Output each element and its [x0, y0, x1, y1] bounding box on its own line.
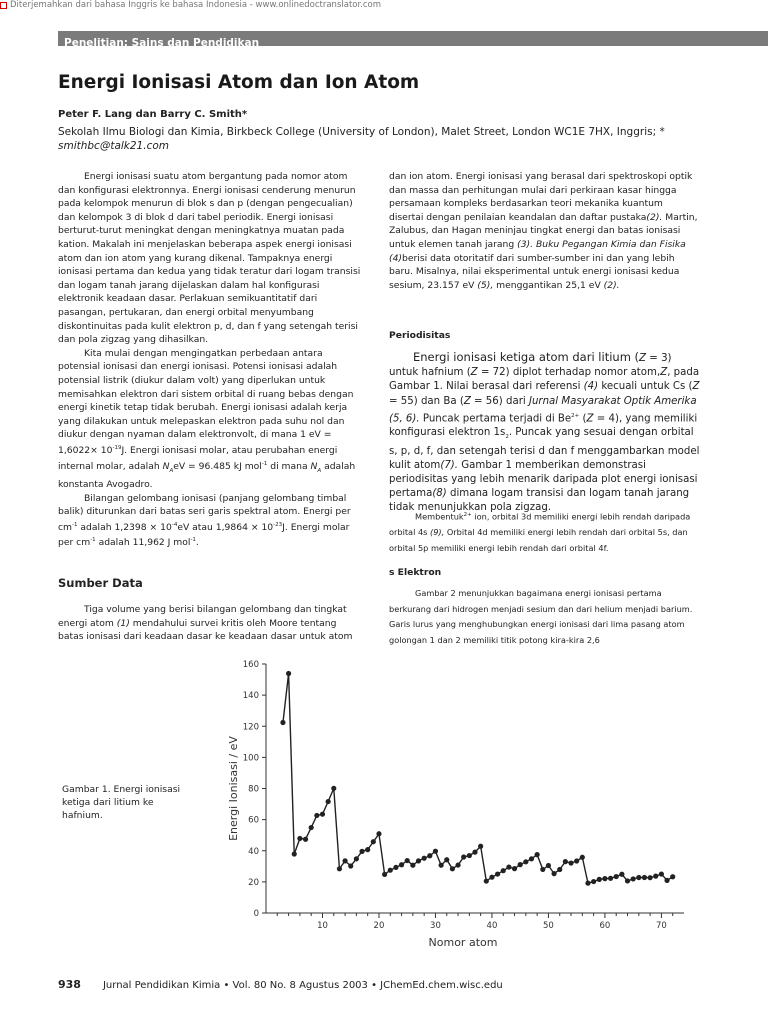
- y-tick-label: 60: [248, 815, 259, 826]
- data-point: [427, 853, 432, 858]
- page-footer: [58, 978, 503, 991]
- data-point: [410, 863, 415, 868]
- citation-link[interactable]: (1): [116, 617, 130, 629]
- data-point: [619, 872, 624, 877]
- data-point: [664, 878, 669, 883]
- data-point: [597, 877, 602, 882]
- section-band: [58, 31, 768, 49]
- data-point: [568, 860, 573, 865]
- data-point: [506, 864, 511, 869]
- x-tick-label: 10: [317, 921, 328, 931]
- data-point: [303, 837, 308, 842]
- data-point: [523, 859, 528, 864]
- data-point: [433, 849, 438, 854]
- y-tick-label: 0: [253, 909, 259, 919]
- left-column: [58, 170, 364, 550]
- data-point: [625, 878, 630, 883]
- data-point: [546, 863, 551, 868]
- data-point: [512, 866, 517, 871]
- y-tick-label: 100: [242, 753, 259, 764]
- article-title: Energi Ionisasi Atom dan Ion Atom: [58, 72, 420, 93]
- data-point: [455, 862, 460, 867]
- y-tick-label: 20: [248, 877, 259, 888]
- series-line: [283, 673, 673, 883]
- citation-link[interactable]: Jurnal Masyarakat Optik Amerika (5, 6).: [389, 395, 697, 425]
- citation-link[interactable]: (5),: [477, 279, 494, 291]
- data-point: [574, 858, 579, 863]
- data-point: [439, 863, 444, 868]
- paragraph: Membentuk$^{2+}$ ion, orbital 3d memiliki energi lebih rendah daripada orbital 4s (9), Orbital 4d memiliki energi lebih rendah dari orbital 5s, dan orbital 5p memiliki energi lebih rendah dari orbital 4f.: [389, 511, 691, 553]
- citation-link[interactable]: (2).: [646, 211, 663, 223]
- data-point: [659, 871, 664, 876]
- x-tick-label: 20: [373, 921, 385, 931]
- data-point: [484, 878, 489, 883]
- section-heading-periodisitas: Periodisitas: [389, 330, 451, 341]
- data-point: [642, 875, 647, 880]
- data-point: [501, 868, 506, 873]
- y-tick-label: 160: [242, 660, 259, 670]
- data-point: [348, 863, 353, 868]
- data-point: [602, 876, 607, 881]
- right-column-ions: [389, 508, 694, 556]
- data-point: [648, 875, 653, 880]
- data-point: [337, 866, 342, 871]
- x-tick-label: 30: [430, 921, 441, 931]
- data-point: [636, 875, 641, 880]
- data-point: [563, 859, 568, 864]
- data-point: [297, 836, 302, 841]
- data-point: [631, 876, 636, 881]
- footer-text: Jurnal Pendidikan Kimia • Vol. 80 No. 8 Agustus 2003 • JChemEd.chem.wisc.edu: [102, 980, 503, 991]
- data-point: [489, 875, 494, 880]
- y-tick-label: 80: [248, 784, 259, 795]
- data-point: [551, 871, 556, 876]
- data-point: [365, 847, 370, 852]
- data-point: [444, 857, 449, 862]
- citation-link[interactable]: (3). Buku Pegangan Kimia dan Fisika (4): [389, 238, 686, 264]
- data-point: [535, 852, 540, 857]
- author-email[interactable]: smithbc@talk21.com: [58, 140, 169, 152]
- data-point: [472, 850, 477, 855]
- data-point: [529, 856, 534, 861]
- data-point: [354, 856, 359, 861]
- data-point: [495, 871, 500, 876]
- data-point: [342, 858, 347, 863]
- data-point: [450, 866, 455, 871]
- x-tick-label: 50: [543, 921, 554, 931]
- data-point: [461, 854, 466, 859]
- data-point: [292, 851, 297, 856]
- citation-link[interactable]: (9),: [430, 527, 445, 538]
- data-point: [399, 862, 404, 867]
- paragraph: Tiga volume yang berisi bilangan gelombang dan tingkat energi atom (1) mendahului survei kritis oleh Moore tentang batas ionisasi dari keadaan dasar ke keadaan dasar untuk atom: [58, 604, 353, 643]
- data-point: [320, 812, 325, 817]
- section-heading-s-elektron: s Elektron: [389, 567, 442, 578]
- data-point: [371, 839, 376, 844]
- paragraph: dan ion atom. Energi ionisasi yang berasal dari spektroskopi optik dan massa dan perhitungan mulai dari perkiraan kasar hingga persamaan kompleks berdasarkan teori mekanika kuantum disertai dengan penilaian keandalan dan daftar pustaka(2). Martin, Zalubus, dan Hagan meninjau tingkat energi dan batas ionisasi untuk elemen tanah jarang (3). Buku Pegangan Kimia dan Fisika (4)berisi data otoritatif dari sumber-sumber ini dan yang lebih baru. Misalnya, nilai eksperimental untuk energi ionisasi kedua sesium, 23.157 eV (5), menggantikan 25,1 eV (2).: [389, 171, 698, 291]
- left-column-lower: [58, 603, 364, 644]
- section-heading-sumber-data: Sumber Data: [58, 576, 143, 590]
- article-authors: Peter F. Lang dan Barry C. Smith*: [58, 109, 248, 120]
- data-point: [376, 831, 381, 836]
- data-point: [580, 855, 585, 860]
- data-point: [393, 865, 398, 870]
- data-point: [608, 876, 613, 881]
- translator-logo-icon: [0, 2, 7, 9]
- data-point: [653, 874, 658, 879]
- data-point: [585, 881, 590, 886]
- data-point: [591, 879, 596, 884]
- data-point: [309, 825, 314, 830]
- data-point: [416, 858, 421, 863]
- paragraph: Energi ionisasi ketiga atom dari litium (Z = 3) untuk hafnium (Z = 72) diplot terhadap nomor atom,Z, pada Gambar 1. Nilai berasal dari referensi (4) kecuali untuk Cs (Z = 55) dan Ba (Z = 56) dari Jurnal Masyarakat Optik Amerika (5, 6). Puncak pertama terjadi di $Be^{2+}$ (Z = 4), yang memiliki konfigurasi elektron $1s_2$. Puncak yang sesuai dengan orbital s, p, d, f, dan setengah terisi d dan f menggambarkan model kulit atom(7). Gambar 1 memberikan demonstrasi periodisitas yang lebih menarik daripada plot energi ionisasi pertama(8) dimana logam transisi dan logam tanah jarang tidak menunjukkan pola zigzag.: [389, 350, 700, 514]
- data-point: [405, 858, 410, 863]
- citation-link[interactable]: (7).: [440, 459, 459, 471]
- data-point: [518, 862, 523, 867]
- x-tick-label: 60: [599, 921, 611, 931]
- data-point: [314, 813, 319, 818]
- paragraph: Energi ionisasi suatu atom bergantung pada nomor atom dan konfigurasi elektronnya. Energi ionisasi cenderung menurun pada kelompok menurun di blok s dan p (dengan pengecualian) dan kelompok 3 di blok d dari tabel periodik. Energi ionisasi berturut-turut meningkat dengan meningkatnya muatan pada kation. Makalah ini menjelaskan beberapa aspek energi ionisasi atom dan ion atom yang kurang dikenal. Tampaknya energi ionisasi pertama dan kedua yang tidak teratur dari logam transisi dan logam tanah jarang dijelaskan dalam hal konfigurasi elektronik keadaan dasar. Perlakuan semikuantitatif dari pasangan, pertukaran, dan energi orbital menyumbang diskontinuitas pada kulit elektron p, d, dan f yang setengah terisi dan pola zigzag yang dihasilkan.: [58, 171, 361, 346]
- data-point: [478, 844, 483, 849]
- data-point: [388, 868, 393, 873]
- data-point: [422, 856, 427, 861]
- figure-caption: Gambar 1. Energi ionisasi ketiga dari litium ke hafnium.: [62, 784, 181, 821]
- data-point: [331, 786, 336, 791]
- right-column: [389, 170, 699, 292]
- y-tick-label: 140: [242, 691, 259, 702]
- y-axis-label: Energi Ionisasi / eV: [227, 736, 240, 841]
- data-point: [670, 874, 675, 879]
- right-column-periodisitas: [389, 350, 701, 516]
- paragraph: Kita mulai dengan mengingatkan perbedaan antara potensial ionisasi dan energi ionisasi. Potensi ionisasi adalah potensial listrik (diukur dalam volt) yang diperlukan untuk memisahkan elektron dari sistem orbital di ruang bebas dengan energi kinetik tetap tidak berubah. Energi ionisasi adalah kerja yang dilakukan untuk melepaskan elektron pada suhu nol dan diukur dengan nyaman dalam elektronvolt, di mana 1 eV = $1,6022\times 10^{-19}J$. Energi ionisasi molar, atau perubahan energi internal molar, adalah $N_AeV = 96.485$ kJ mol$^{-1}$ di mana $N_A$ adalah konstanta Avogadro.: [58, 347, 356, 491]
- data-point: [467, 853, 472, 858]
- data-point: [326, 799, 331, 804]
- author-affiliation: Sekolah Ilmu Biologi dan Kimia, Birkbeck College (University of London), Malet Street, London WC1E 7HX, Inggris; * smithbc@talk21.com: [58, 126, 665, 152]
- data-point: [359, 849, 364, 854]
- ionization-energy-chart: [222, 652, 692, 957]
- paragraph: Bilangan gelombang ionisasi (panjang gelombang timbal balik) diturunkan dari batas seri garis spektral atom. Energi per $cm^{-1}$ adalah $1,2398 \times 10^{-4}eV$ atau $1,9864 \times 10^{-23}J$. Energi molar per $cm^{-1}$ adalah 11,962 J mol$^{-1}$.: [58, 492, 351, 549]
- translation-notice: Diterjemahkan dari bahasa Inggris ke bahasa Indonesia - www.onlinedoctranslator.com: [0, 0, 381, 10]
- data-point: [382, 872, 387, 877]
- x-axis-label: Nomor atom: [428, 936, 498, 949]
- x-tick-label: 70: [655, 921, 667, 931]
- page-number: 938: [58, 978, 81, 991]
- data-point: [540, 867, 545, 872]
- section-band-label: Penelitian: Sains dan Pendidikan: [64, 37, 260, 49]
- citation-link[interactable]: (8): [432, 488, 447, 500]
- data-point: [280, 720, 285, 725]
- citation-link[interactable]: (4): [583, 381, 599, 393]
- citation-link[interactable]: (2).: [603, 279, 620, 291]
- data-point: [557, 867, 562, 872]
- y-tick-label: 40: [248, 846, 259, 857]
- data-point: [286, 671, 291, 676]
- x-tick-label: 40: [486, 921, 498, 931]
- right-column-s-elektron: [389, 586, 694, 648]
- data-point: [614, 874, 619, 879]
- y-tick-label: 120: [242, 722, 259, 733]
- paragraph: Gambar 2 menunjukkan bagaimana energi ionisasi pertama berkurang dari hidrogen menjadi sesium dan dari helium menjadi barium. Garis lurus yang menghubungkan energi ionisasi dari lima pasang atom golongan 1 dan 2 memiliki titik potong kira-kira 2,6: [389, 588, 693, 645]
